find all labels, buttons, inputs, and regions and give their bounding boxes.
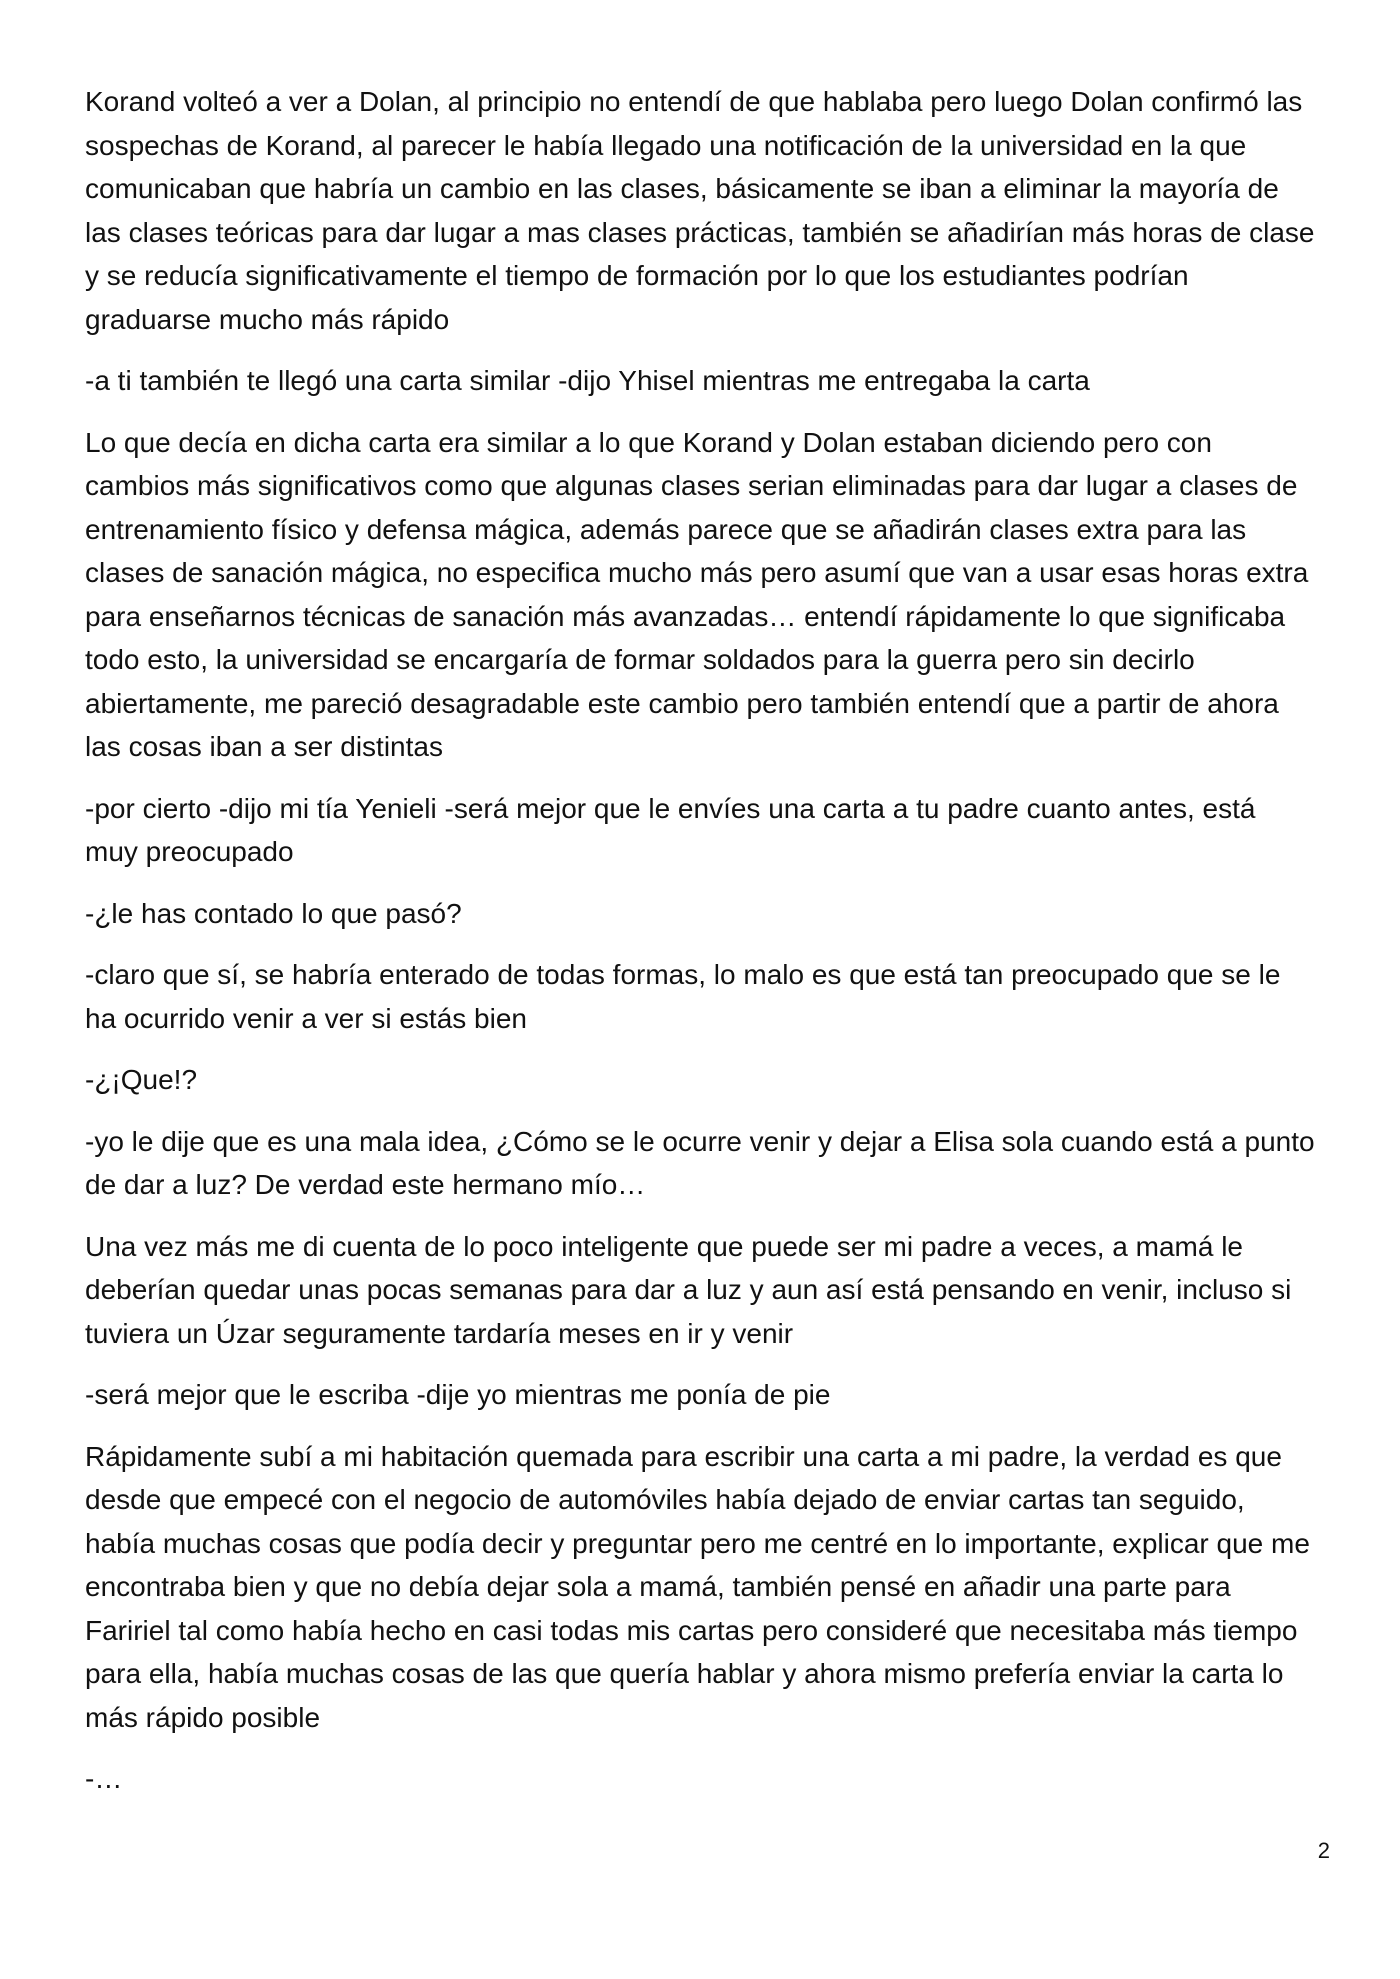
- paragraph-2: -a ti también te llegó una carta similar -dijo Yhisel mientras me entregaba la carta: [85, 365, 1090, 396]
- paragraph-7: -¿¡Que!?: [85, 1064, 198, 1095]
- paragraph-1: Korand volteó a ver a Dolan, al principio no entendí de que hablaba pero luego Dolan confirmó las sospechas de Korand, al parecer le había llegado una notificación de la universidad en la que comunicaban que habría un cambio en las clases, básicamente se iban a eliminar la mayoría de las clases teóricas para dar lugar a mas clases prácticas, también se añadirían más horas de clase y se reducía significativamente el tiempo de formación por lo que los estudiantes podrían graduarse mucho más rápido: [85, 86, 1315, 335]
- paragraph-4: -por cierto -dijo mi tía Yenieli -será mejor que le envíes una carta a tu padre cuanto antes, está muy preocupado: [85, 792, 1256, 867]
- paragraph-11: Rápidamente subí a mi habitación quemada para escribir una carta a mi padre, la verdad es que desde que empecé con el negocio de automóviles había dejado de enviar cartas tan seguido, había muchas cosas que podía decir y preguntar pero me centré en lo importante, explicar que me encontraba bien y que no debía dejar sola a mamá, también pensé en añadir una parte para Faririel tal como había hecho en casi todas mis cartas pero consideré que necesitaba más tiempo para ella, había muchas cosas de las que quería hablar y ahora mismo prefería enviar la carta lo más rápido posible: [85, 1440, 1310, 1733]
- paragraph-6: -claro que sí, se habría enterado de todas formas, lo malo es que está tan preocupado que se le ha ocurrido venir a ver si estás bien: [85, 959, 1281, 1034]
- paragraph-8: -yo le dije que es una mala idea, ¿Cómo se le ocurre venir y dejar a Elisa sola cuando está a punto de dar a luz? De verdad este hermano mío…: [85, 1125, 1315, 1200]
- paragraph-10: -será mejor que le escriba -dije yo mientras me ponía de pie: [85, 1379, 831, 1410]
- paragraph-12: -…: [85, 1763, 123, 1794]
- paragraph-5: -¿le has contado lo que pasó?: [85, 897, 462, 929]
- paragraph-3: Lo que decía en dicha carta era similar a lo que Korand y Dolan estaban diciendo pero con cambios más significativos como que algunas clases serian eliminadas para dar lugar a clases de entrenamiento físico y defensa mágica, además parece que se añadirán clases extra para las clases de sanación mágica, no especifica mucho más pero asumí que van a usar esas horas extra para enseñarnos técnicas de sanación más avanzadas… entendí rápidamente lo que significaba todo esto, la universidad se encargaría de formar soldados para la guerra pero sin decirlo abiertamente, me pareció desagradable este cambio pero también entendí que a partir de ahora las cosas iban a ser distintas: [85, 426, 1309, 762]
- paragraph-9: Una vez más me di cuenta de lo poco inteligente que puede ser mi padre a veces, a mamá le deberían quedar unas pocas semanas para dar a luz y aun así está pensando en venir, incluso si tuviera un Úzar seguramente tardaría meses en ir y venir: [85, 1230, 1292, 1349]
- document-body: [85, 80, 1315, 1819]
- page-number: 2: [1317, 1838, 1330, 1863]
